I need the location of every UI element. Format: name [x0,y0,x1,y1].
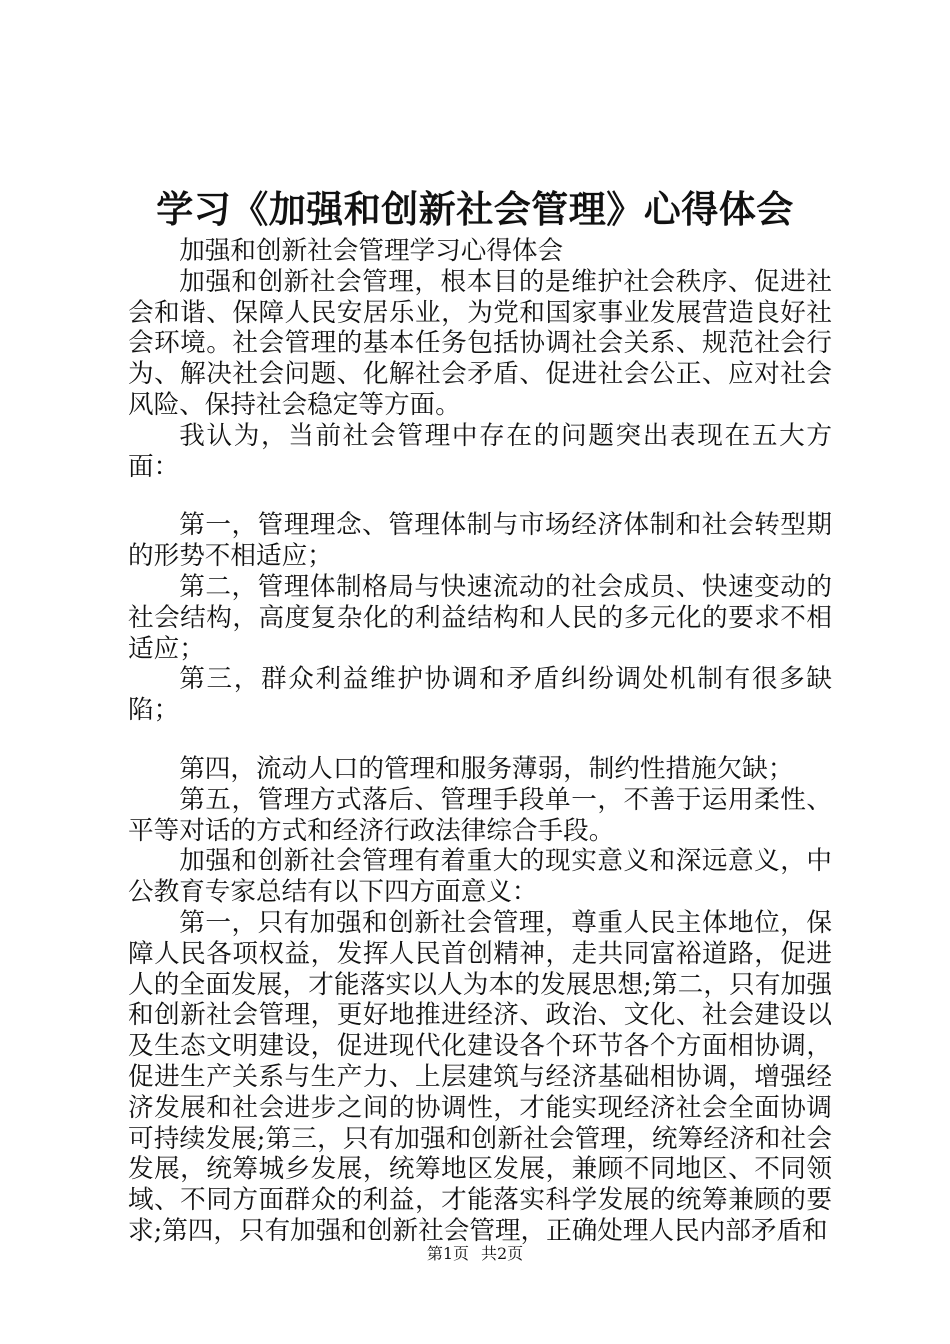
paragraph-significance-body: 第一，只有加强和创新社会管理，尊重人民主体地位，保障人民各项权益，发挥人民首创精神，走共同富裕道路，促进人的全面发展，才能落实以人为本的发展思想;第二，只有加强和创新社会管理，更好地推进经济、政治、文化、社会建设以及生态文明建设，促进现代化建设各个环节各个方面相协调，促进生产关系与生产力、上层建筑与经济基础相协调，增强经济发展和社会进步之间的协调性，才能实现经济社会全面协调可持续发展;第三，只有加强和创新社会管理，统筹经济和社会发展，统筹城乡发展，统筹地区发展，兼顾不同地区、不同领域、不同方面群众的利益，才能落实科学发展的统筹兼顾的要求;第四，只有加强和创新社会管理，正确处理人民内部矛盾和 [128,907,832,1246]
paragraph-problems-lead: 我认为，当前社会管理中存在的问题突出表现在五大方面： [128,420,832,482]
paragraph-problem-1: 第一，管理理念、管理体制与市场经济体制和社会转型期的形势不相适应； [128,510,832,572]
page-footer [0,1244,950,1264]
document-body [128,236,832,1247]
paragraph-problem-3: 第三，群众利益维护协调和矛盾纠纷调处机制有很多缺陷； [128,664,832,726]
page-number: 第1页 [426,1244,469,1263]
document-title: 学习《加强和创新社会管理》心得体会 [156,187,794,231]
paragraph-subtitle: 加强和创新社会管理学习心得体会 [179,236,564,266]
paragraph-problem-2: 第二，管理体制格局与快速流动的社会成员、快速变动的社会结构，高度复杂化的利益结构和人民的多元化的要求不相适应； [128,571,832,664]
paragraph-problem-5: 第五，管理方式落后、管理手段单一，不善于运用柔性、平等对话的方式和经济行政法律综合手段。 [128,784,832,846]
paragraph-significance-lead: 加强和创新社会管理有着重大的现实意义和深远意义，中公教育专家总结有以下四方面意义： [128,846,832,908]
page-total: 共2页 [481,1244,524,1263]
paragraph-problem-4: 第四，流动人口的管理和服务薄弱，制约性措施欠缺； [179,753,794,784]
paragraph-intro: 加强和创新社会管理，根本目的是维护社会秩序、促进社会和谐、保障人民安居乐业，为党和国家事业发展营造良好社会环境。社会管理的基本任务包括协调社会关系、规范社会行为、解决社会问题、化解社会矛盾、促进社会公正、应对社会风险、保持社会稳定等方面。 [128,266,832,420]
